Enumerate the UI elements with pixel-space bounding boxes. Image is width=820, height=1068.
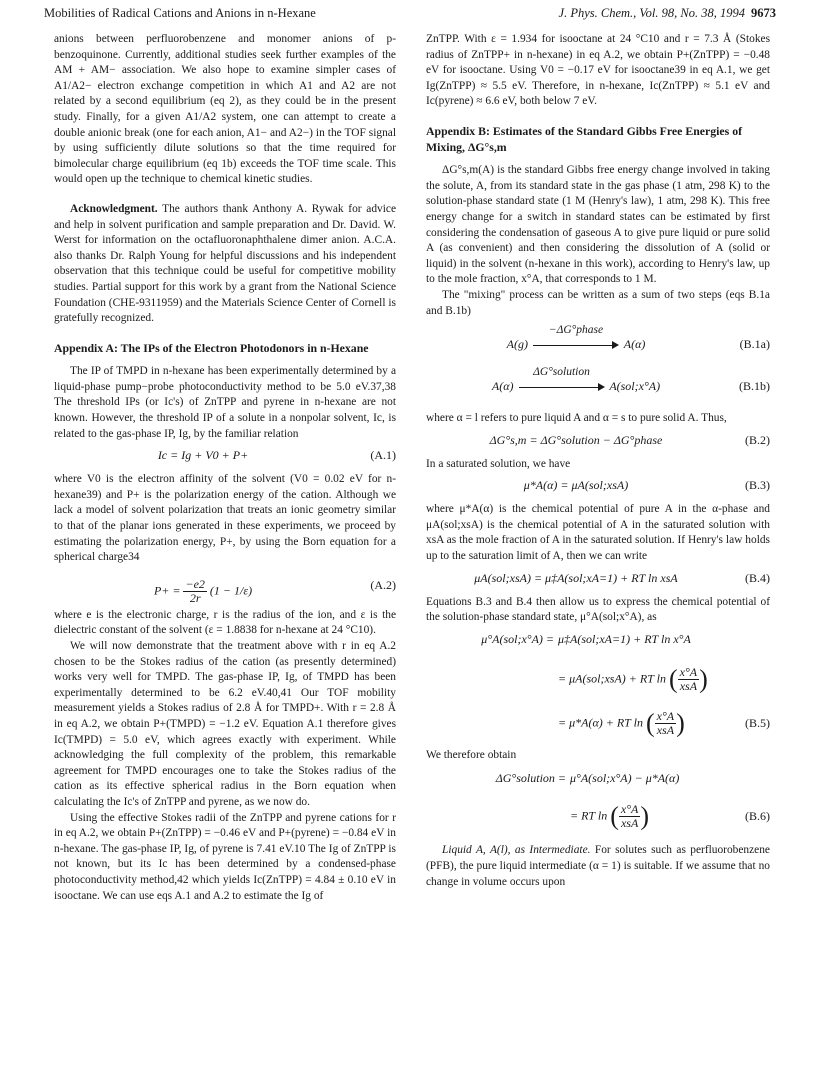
equation-b1b-number: (B.1b) [739,379,770,394]
journal-name: J. Phys. Chem., Vol. 98, No. 38, 1994 [558,6,745,20]
equation-b6-fraction: $\frac{x^\circ A}{\text{xsA}}$ [620,802,639,831]
paragraph-b8-title: Liquid A, A(l), as Intermediate. [442,844,591,857]
paragraph-b8-body: For solutes such as perfluorobenzene (PFB), the pure liquid intermediate (α = 1) is suitable. If we assume that no change in volume occurs upon [426,844,770,888]
paragraph-b5: where μ*A(α) is the chemical potential of pure A in the α-phase and μA(sol;xsA) is the chemical potential of A in the saturated solution with xsA as the mole fraction of A in the saturated solution. If Henry's law holds up to the saturation limit of A, then we can write [426,503,770,563]
equation-b6-number: (B.6) [745,809,770,824]
paragraph-a1: The IP of TMPD in n-hexane has been experimentally determined by a liquid-phase pump−probe photoconductivity method to be 5.0 eV.37,38 The threshold IPs (or Ic's) of ZnTPP and pyrene in n-hexane are not known. However, the threshold IP of a solute in a nonpolar solvent, Ic, is related to the gas-phase IP, Ig, by the familiar relation [54,365,396,440]
acknowledgment-body: The authors thank Anthony A. Rywak for advice and help in solvent purification and sample preparation and Dr. David. W. Werst for information on the octafluoronaphthalene dimer anion. A.C.A. also thanks Dr. Ralph Young for helpful discussions and his independent observation that this technique could be useful for competitive mobility studies. Partial support for this work by a grant from the National Science Foundation (CHE-9311959) and the Materials Science Center of Cornell is gratefully recognized. [54,202,396,325]
equation-b6-line2: = RT ln ( $\frac{x^\circ A}{\text{xsA}}$ ) [570,801,650,831]
equation-a2-lhs: P+ = [153,583,181,598]
equation-b6-line1: μ°A(sol;x°A) − μ*A(α) [570,771,680,786]
equation-b3-body: μ*A(α) = μA(sol;xsA) [523,478,629,493]
equation-b3-number: (B.3) [745,478,770,493]
equation-a2-number: (A.2) [370,577,396,592]
page-number: 9673 [751,6,776,20]
equation-a2 [54,566,396,608]
equation-b5-line2: = μA(sol;xsA) + RT ln ( $\frac{x^\circ A}{\text{xsA}}$ ) [558,664,708,694]
paragraph-intro: anions between perfluorobenzene and monomer anions of p-benzoquinone. Currently, additional studies seek further examples of the AM + AM− association. We also hope to examine simpler cases of A1/A2− electron exchange competition in which A1 and A2 are not related by a second equilibrium (eq 2), as they could be in the present study. Finally, for a given A1/A2 system, one can attempt to create a double anionic break (one for each anion, A1− and A2−) in the TOF signal by using sufficiently dilute solutions so that the time required for bimolecular charge equilibrium (eq 1b) exceeds the TOF time scale. This would open up the technique to chemical kinetic studies. [54,33,396,186]
paragraph-b3: where α = l refers to pure liquid A and α = s to pure solid A. Thus, [426,412,727,425]
paragraph-a3: where e is the electronic charge, r is the radius of the ion, and ε is the dielectric constant of the solvent (ε = 1.8838 for n-hexane at 24 °C10). [54,608,396,637]
paragraph-b8 [426,843,770,890]
running-title: Mobilities of Radical Cations and Anions in n-Hexane [44,6,316,20]
equation-b1a [426,319,770,361]
equation-b2-number: (B.2) [745,432,770,447]
paragraph-b4: In a saturated solution, we have [426,457,571,470]
paragraph-b7: We therefore obtain [426,748,517,761]
right-column [426,32,770,890]
acknowledgment [54,202,396,327]
equation-b2 [426,427,770,457]
equation-b6-lhs: ΔG°solution = [495,771,566,786]
equation-b5-lhs: μ°A(sol;x°A) = [481,631,554,646]
equation-b1b-left: A(α) [491,379,514,394]
equation-b4-body: μA(sol;xsA) = μ‡A(sol;xA=1) + RT ln xsA [474,570,678,585]
paragraph-r1: ZnTPP. With ε = 1.934 for isooctane at 24 °C10 and r = 7.3 Å (Stokes radius of ZnTPP+ in n-hexane) in eq A.2, we obtain P+(ZnTPP) = −0.48 eV for isooctane. Using V0 = −0.17 eV for isooctane39 in eq A.1, we get Ig(ZnTPP) ≈ 5.5 eV. Therefore, in n-hexane, Ic(ZnTPP) ≈ 5.1 eV and Ic(pyrene) ≈ 6.6 eV, both below 7 eV. [426,33,770,108]
journal-citation [559,6,776,21]
running-header [44,6,776,26]
appendix-a-title: Appendix A: The IPs of the Electron Photodonors in n-Hexane [54,340,369,355]
equation-b1a-number: (B.1a) [739,337,770,352]
equation-a1-number: (A.1) [370,448,396,463]
equation-b3 [426,472,770,502]
equation-b1b-right: A(sol;x°A) [609,379,661,394]
paragraph-b6: Equations B.3 and B.4 then allow us to express the chemical potential of the solution-phase standard state, μ°A(sol;x°A), as [426,595,770,624]
equation-b4 [426,565,770,595]
equation-a2-fraction: $\frac{-e2}{2r}$ [185,576,205,605]
equation-b5-number: (B.5) [745,715,770,730]
acknowledgment-title: Acknowledgment. [70,202,158,215]
paragraph-a4: We will now demonstrate that the treatment above with r in eq A.2 chosen to be the Stokes radius of the cation (as presently determined) works very well for TMPD. The gas-phase IP, Ig, of TMPD has been experimentally determined to be 6.2 eV.40,41 Our TOF mobility measurement yields a Stokes radius of 2.8 Å for TMPD+. With r = 2.8 Å in eq A.2, we obtain P+(TMPD) = −1.2 eV. Equation A.1 therefore gives Ic(TMPD) = 5.0 eV, which agrees exactly with experiment. While acknowledging the full complexity of the problem, this remarkable agreement for TMPD encourages one to take the Stokes radius of the cation as its effective spherical radius in the Born equation when calculating the Ic's of ZnTPP and pyrene, as we now do. [54,640,396,808]
appendix-b-title: Appendix B: Estimates of the Standard Gibbs Free Energies of Mixing, ΔG°s,m [426,123,743,154]
left-column [54,32,396,904]
paragraph-b2: The "mixing" process can be written as a sum of two steps (eqs B.1a and B.1b) [426,288,770,317]
reaction-arrow [533,324,619,351]
equation-b5 [426,626,770,748]
reaction-arrow [519,366,605,393]
equation-b5-fraction: $\frac{x^\circ A}{\text{xsA}}$ [679,664,698,693]
equation-b5-line3: = μ*A(α) + RT ln ( $\frac{x^\circ A}{\text{xsA}}$ ) [558,708,685,738]
equation-b5-fraction: $\frac{x^\circ A}{\text{xsA}}$ [656,708,675,737]
equation-b5-line1: μ‡A(sol;xA=1) + RT ln x°A [558,631,691,646]
equation-b6 [426,763,770,843]
equation-a1 [54,442,396,472]
equation-b1a-arrow-label: −ΔG°phase [548,324,604,337]
equation-b1b [426,361,770,403]
equation-b1a-right: A(α) [623,337,646,352]
equation-b1a-left: A(g) [506,337,528,352]
paragraph-b1: ΔG°s,m(A) is the standard Gibbs free energy change involved in taking the solute, A, from its standard state in the gas phase (1 atm, 298 K) to the solution-phase standard state (1 M (Henry's law), 1 atm, 298 K). This free energy change for a switch in standard states can be estimated by first considering the condensation of gaseous A to give pure liquid or pure solid A (as convenient) and then considering the dissolution of A (solid or liquid) in the solvent (n-hexane in this work), according to Henry's law, up to the mole fraction, x°A, that corresponds to 1 M. [426,164,770,286]
equation-a2-factor: (1 − 1/ε) [209,583,253,598]
equation-b1b-arrow-label: ΔG°solution [533,366,590,379]
paragraph-a2: where V0 is the electron affinity of the solvent (V0 = 0.02 eV for n-hexane39) and P+ is the polarization energy of the cation. Although we lack a model of solvent polarization that treats an ionic geometry similar to that of the planar ions generated in these experiments, we proceed by estimating the polarization energy, P+, by using the Born equation for a spherical charge34 [54,473,396,564]
equation-b2-body: ΔG°s,m = ΔG°solution − ΔG°phase [489,432,663,447]
equation-b4-number: (B.4) [745,570,770,585]
paragraph-a5: Using the effective Stokes radii of the ZnTPP and pyrene cations for r in eq A.2, we obtain P+(ZnTPP) = −0.46 eV and P+(pyrene) = −0.84 eV in n-hexane. The gas-phase IP, Ig, of pyrene is 7.41 eV.10 The Ig of ZnTPP is not known, but its Ic has been determined by a condensed-phase photoconductivity method,42 which yields Ic(ZnTPP) = 4.84 ± 0.10 eV in isooctane. We can use eqs A.1 and A.2 to estimate the Ig of [54,811,396,902]
equation-a1-body: Ic = Ig + V0 + P+ [157,448,249,463]
